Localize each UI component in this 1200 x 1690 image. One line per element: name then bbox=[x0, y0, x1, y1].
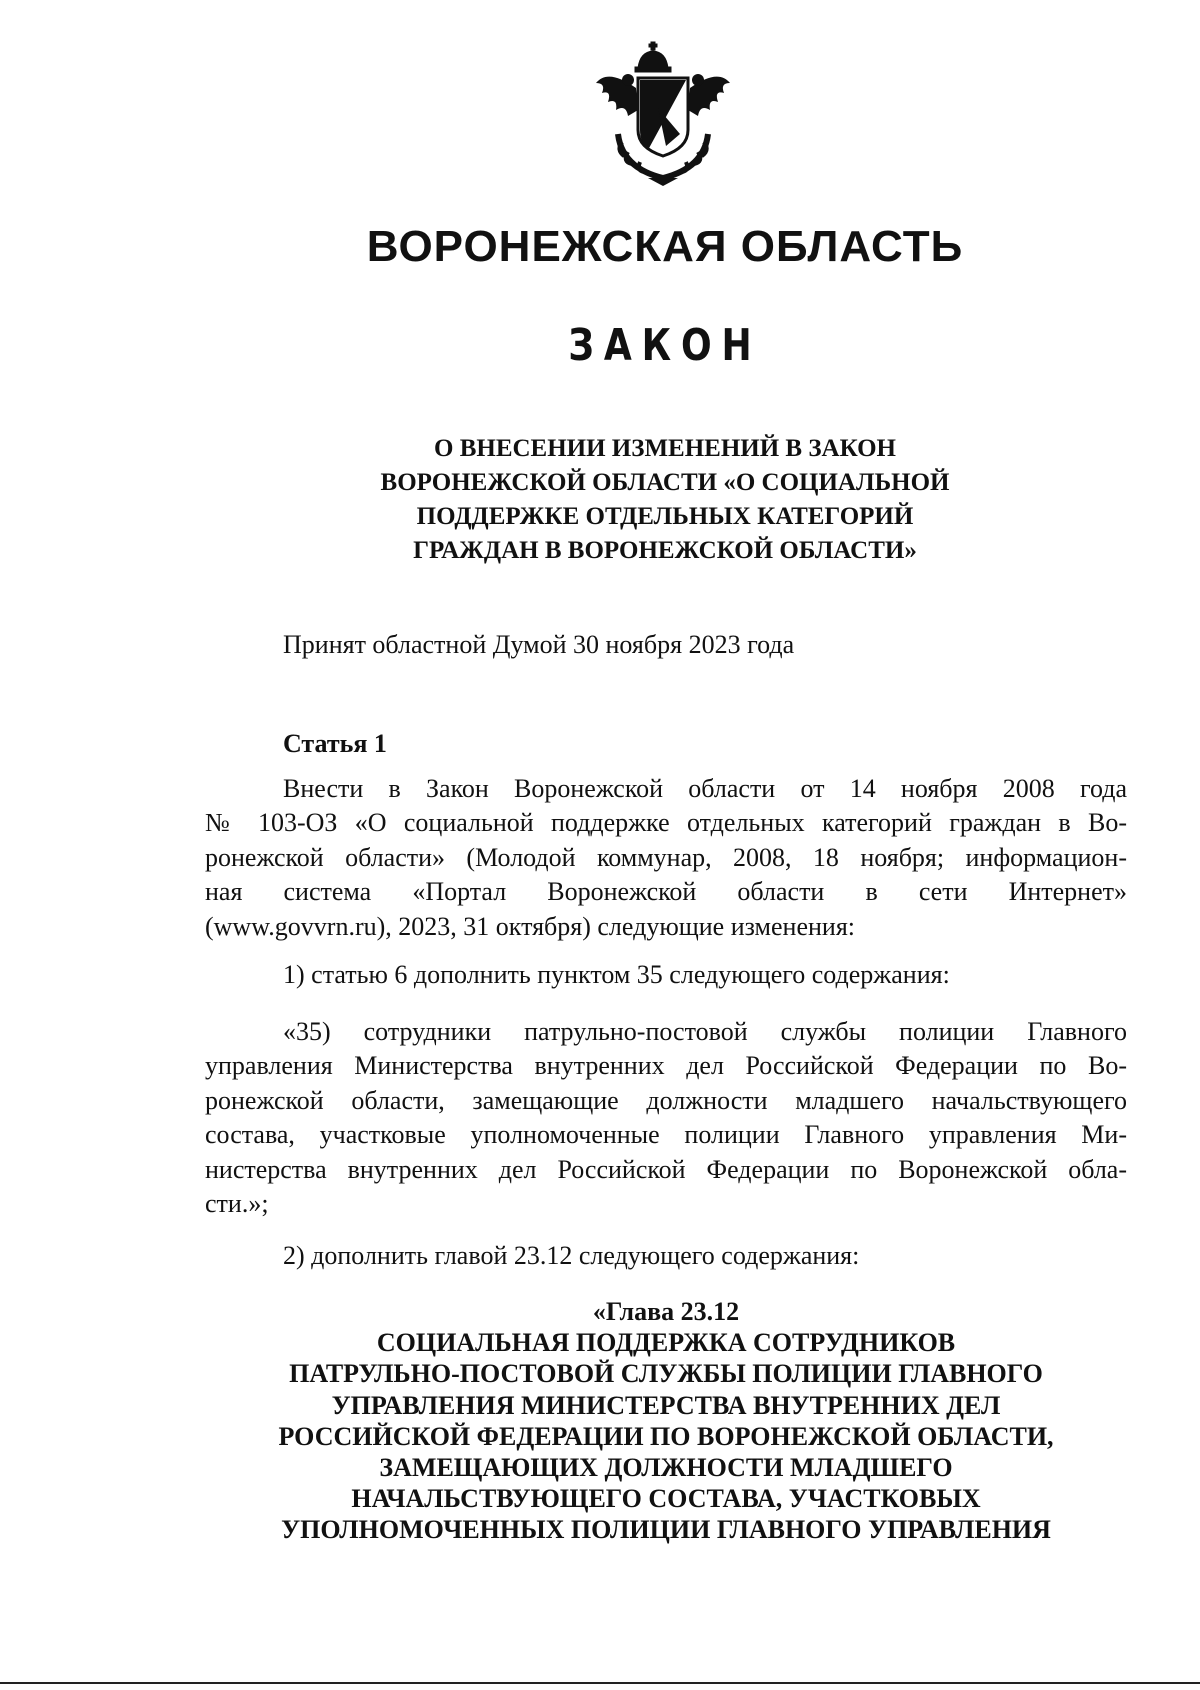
chapter-heading-line: СОЦИАЛЬНАЯ ПОДДЕРЖКА СОТРУДНИКОВ bbox=[376, 1328, 956, 1358]
chapter-heading-line: УПОЛНОМОЧЕННЫХ ПОЛИЦИИ ГЛАВНОГО УПРАВЛЕНИЯ bbox=[281, 1515, 1051, 1545]
adoption-date: Принят областной Думой 30 ноября 2023 года bbox=[283, 630, 795, 659]
paragraph-line: сти.»; bbox=[205, 1188, 269, 1218]
paragraph-line: (www.govvrn.ru), 2023, 31 октября) следующие изменения: bbox=[205, 911, 855, 941]
paragraph-line: 2) дополнить главой 23.12 следующего содержания: bbox=[283, 1241, 860, 1270]
law-title-line: ВОРОНЕЖСКОЙ ОБЛАСТИ «О СОЦИАЛЬНОЙ bbox=[380, 469, 950, 496]
chapter-heading-line: ПАТРУЛЬНО-ПОСТОВОЙ СЛУЖБЫ ПОЛИЦИИ ГЛАВНОГО bbox=[289, 1359, 1043, 1389]
paragraph-line: ронежской области» (Молодой коммунар, 2008, 18 ноября; информацион- bbox=[205, 842, 1127, 872]
article-intro-paragraph bbox=[205, 772, 1127, 944]
paragraph-line: «35) сотрудники патрульно-постовой службы полиции Главного bbox=[283, 1017, 1127, 1046]
chapter-heading-line: НАЧАЛЬСТВУЮЩЕГО СОСТАВА, УЧАСТКОВЫХ bbox=[351, 1484, 981, 1514]
paragraph-line: № 103-ОЗ «О социальной поддержке отдельных категорий граждан в Во- bbox=[205, 808, 1127, 838]
law-title-line: ПОДДЕРЖКЕ ОТДЕЛЬНЫХ КАТЕГОРИЙ bbox=[416, 503, 914, 530]
paragraph-line: ронежской области, замещающие должности младшего начальствующего bbox=[205, 1085, 1127, 1115]
coat-of-arms-icon bbox=[588, 38, 738, 188]
paragraph-line: 1) статью 6 дополнить пунктом 35 следующего содержания: bbox=[283, 960, 950, 989]
item-2-paragraph bbox=[205, 1239, 1127, 1273]
law-title-line: ГРАЖДАН В ВОРОНЕЖСКОЙ ОБЛАСТИ» bbox=[413, 537, 917, 564]
document-type: ЗАКОН bbox=[568, 320, 762, 371]
page-bottom-rule bbox=[0, 1682, 1200, 1684]
item-1-quote-paragraph bbox=[205, 1015, 1127, 1221]
chapter-heading bbox=[205, 1296, 1127, 1546]
chapter-heading-line: ЗАМЕЩАЮЩИХ ДОЛЖНОСТИ МЛАДШЕГО bbox=[379, 1453, 953, 1483]
chapter-heading-line: РОССИЙСКОЙ ФЕДЕРАЦИИ ПО ВОРОНЕЖСКОЙ ОБЛАСТИ, bbox=[278, 1421, 1054, 1451]
chapter-heading-line: «Глава 23.12 bbox=[592, 1297, 740, 1326]
chapter-heading-line: УПРАВЛЕНИЯ МИНИСТЕРСТВА ВНУТРЕННИХ ДЕЛ bbox=[331, 1390, 1001, 1420]
law-title-line: О ВНЕСЕНИИ ИЗМЕНЕНИЙ В ЗАКОН bbox=[434, 435, 896, 462]
region-title: ВОРОНЕЖСКАЯ ОБЛАСТЬ bbox=[366, 222, 964, 271]
paragraph-line: состава, участковые уполномоченные полиции Главного управления Ми- bbox=[205, 1120, 1127, 1150]
paragraph-line: ная система «Портал Воронежской области в сети Интернет» bbox=[205, 877, 1127, 907]
article-heading: Статья 1 bbox=[283, 729, 387, 758]
law-title bbox=[300, 432, 1030, 568]
item-1-paragraph bbox=[205, 958, 1127, 992]
paragraph-line: управления Министерства внутренних дел Российской Федерации по Во- bbox=[205, 1051, 1127, 1081]
paragraph-line: нистерства внутренних дел Российской Федерации по Воронежской обла- bbox=[205, 1154, 1127, 1184]
paragraph-line: Внести в Закон Воронежской области от 14 ноября 2008 года bbox=[283, 774, 1127, 803]
